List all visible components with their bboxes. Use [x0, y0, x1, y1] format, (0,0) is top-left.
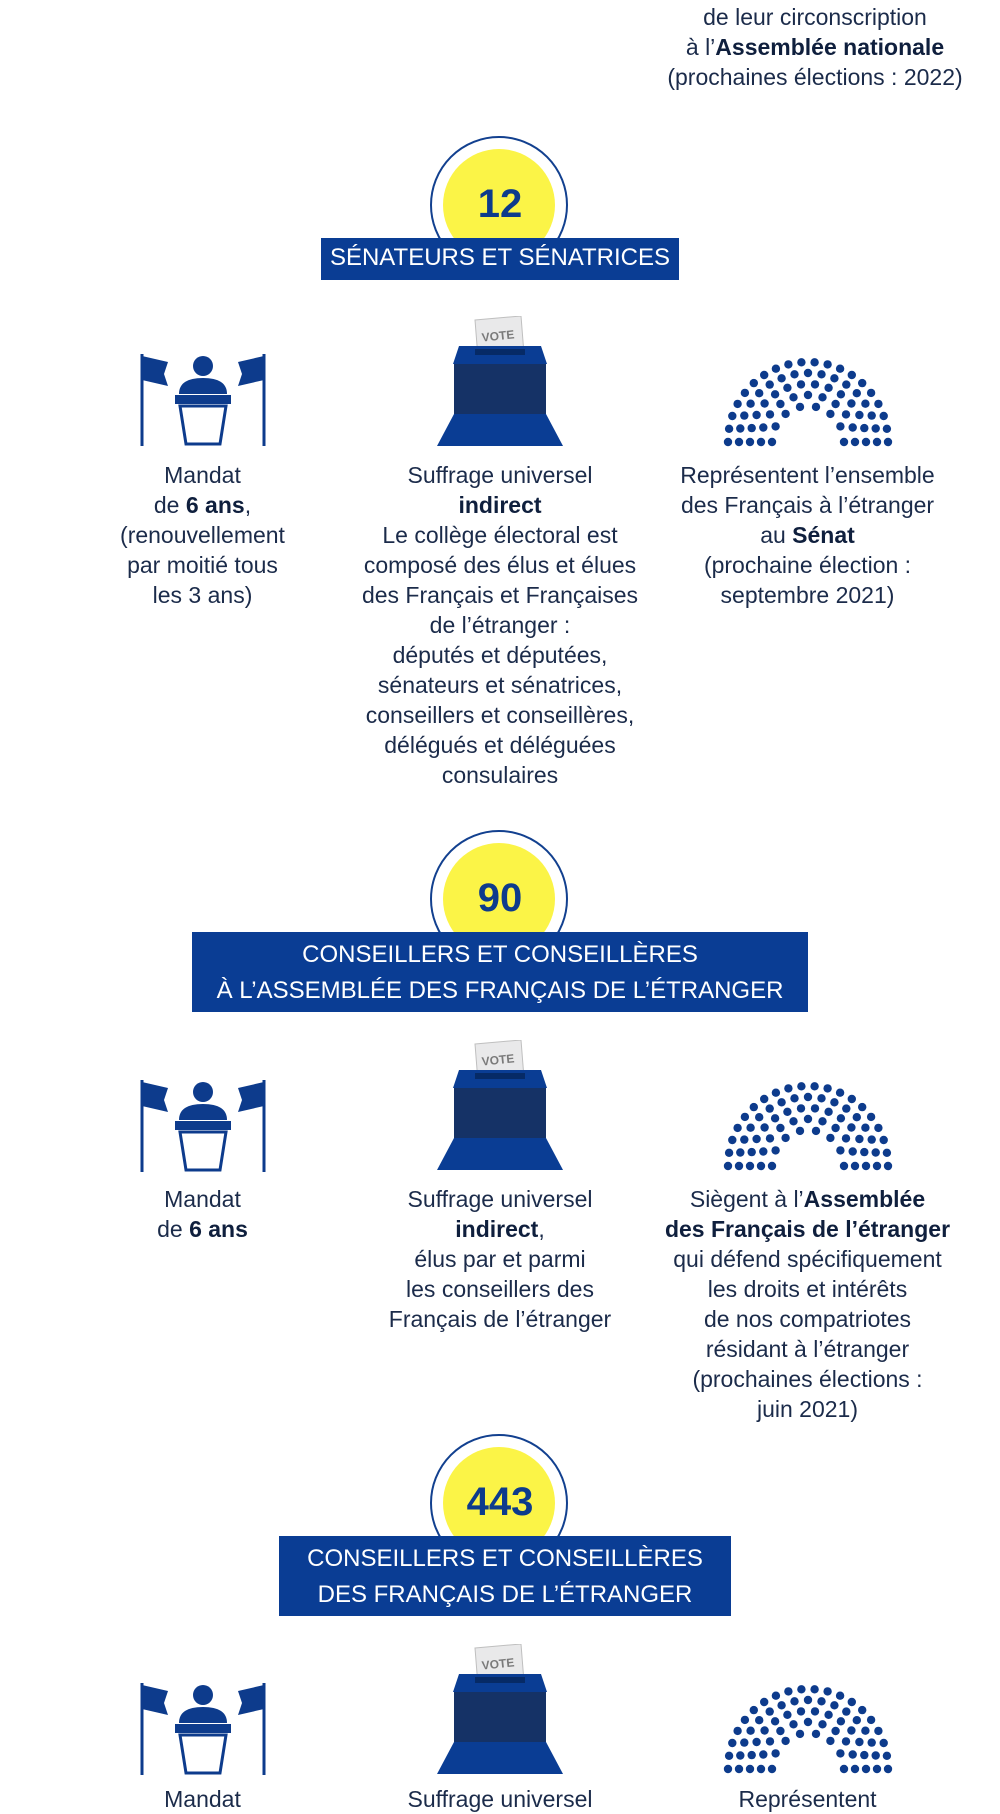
ballot-box-icon	[435, 316, 565, 446]
podium-icon	[138, 354, 268, 446]
col1-text: Mandat de 6 ans, (renouvellement par moitié tous les 3 ans)	[120, 462, 285, 608]
vote-label: VOTE	[481, 1051, 515, 1069]
banner-line: DES FRANÇAIS DE L’ÉTRANGER	[317, 1581, 693, 1608]
col2-text: Suffrage universel indirect Le collège électoral est composé des élus et élues des Français et Françaises de l’étranger : députés et députées, sénateurs et sénatrices, conseillers et conseillères, délégués et déléguées consulaires	[361, 462, 639, 788]
hemicycle-icon	[723, 1683, 893, 1775]
col1-partial-text: Mandat	[164, 1786, 241, 1812]
top-text-line1: de leur circonscription	[703, 4, 927, 30]
col2-partial-text: Suffrage universel	[407, 1786, 593, 1812]
banner-line: À L’ASSEMBLÉE DES FRANÇAIS DE L’ÉTRANGER	[216, 977, 784, 1004]
col1-text: Mandat de 6 ans	[157, 1186, 248, 1242]
banner-line: CONSEILLERS ET CONSEILLÈRES	[302, 941, 698, 968]
section-number: 90	[477, 876, 523, 920]
ballot-box-icon	[435, 1040, 565, 1170]
assemblee-nationale-bold: Assemblée nationale	[715, 34, 945, 60]
section-number: 12	[477, 182, 523, 226]
section-banner	[321, 238, 679, 280]
hemicycle-icon	[723, 1080, 893, 1172]
podium-icon	[138, 1683, 268, 1775]
vote-label: VOTE	[481, 327, 515, 345]
banner-line: SÉNATEURS ET SÉNATRICES	[329, 244, 671, 271]
banner-line: CONSEILLERS ET CONSEILLÈRES	[307, 1545, 703, 1572]
hemicycle-icon	[723, 356, 893, 448]
vote-label: VOTE	[481, 1655, 515, 1673]
top-text-block	[640, 2, 990, 92]
podium-icon	[138, 1080, 268, 1172]
ballot-box-icon	[435, 1644, 565, 1774]
section-banner	[279, 1536, 731, 1616]
col2-text: Suffrage universel indirect, élus par et parmi les conseillers des Français de l’étranger	[388, 1186, 612, 1332]
top-text-line2: à l’Assemblée nationale	[685, 34, 945, 60]
col3-partial-text: Représentent	[738, 1786, 877, 1812]
col3-text: Siègent à l’Assemblée des Français de l’étranger qui défend spécifiquement les droits et intérêts de nos compatriotes résidant à l’étranger (prochaines élections : juin 2021)	[664, 1186, 951, 1422]
section-number: 443	[466, 1480, 534, 1524]
top-text-line3: (prochaines élections : 2022)	[667, 64, 963, 90]
col3-text: Représentent l’ensemble des Français à l’étranger au Sénat (prochaine élection : septembre 2021)	[680, 462, 935, 608]
section-banner	[192, 932, 808, 1012]
